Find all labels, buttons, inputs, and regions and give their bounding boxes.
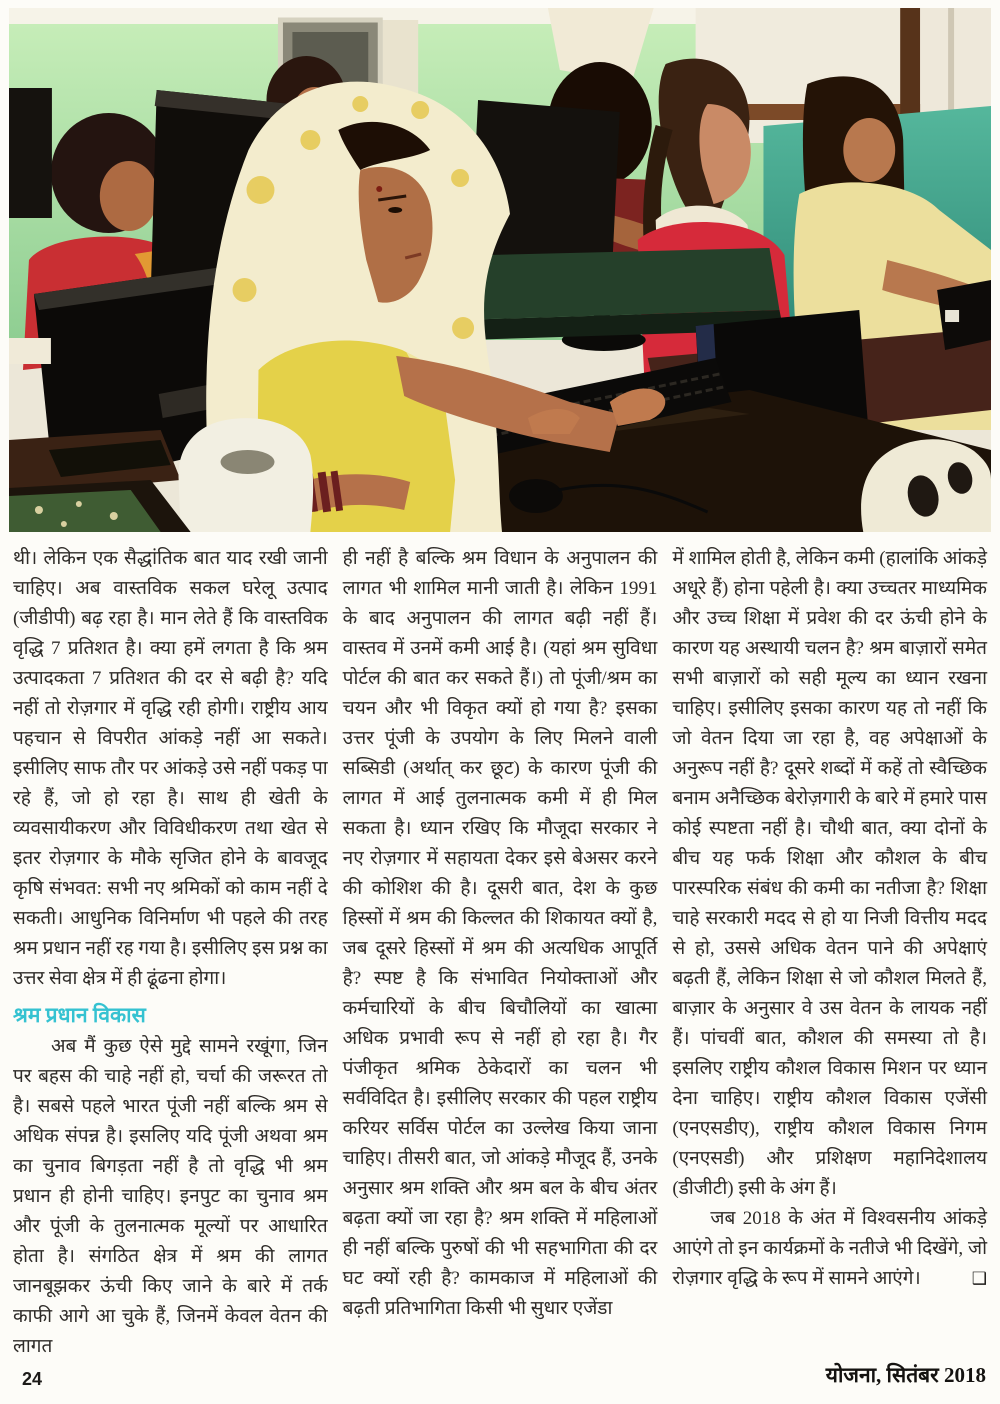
page-number: 24	[22, 1369, 43, 1389]
closing-text: जब 2018 के अंत में विश्वसनीय आंकड़े आएंगे तो इन कार्यक्रमों के नतीजे भी दिखेंगे, जो रोज़गार वृद्धि के रूप में सामने आएंगे।	[672, 1208, 988, 1289]
paragraph: थी। लेकिन एक सैद्धांतिक बात याद रखी जानी चाहिए। अब वास्तविक सकल घरेलू उत्पाद (जीडीपी) बढ़ रहा है। मान लेते हैं कि वास्तविक वृद्धि 7 प्रतिशत है। क्या हमें लगता है कि श्रम उत्पादकता 7 प्रतिशत की दर से बढ़ी है? यदि नहीं तो रोज़गार में वृद्धि रही होगी। राष्ट्रीय आय पहचान से विपरीत आंकड़े नहीं आ सकते। इसीलिए साफ तौर पर आंकड़े उसे नहीं पकड़ पा रहे हैं, जो हो रहा है। साथ ही खेती के व्यवसायीकरण और विविधीकरण तथा खेत से इतर रोज़गार के मौके सृजित होने के बावजूद कृषि संभवत: सभी नए श्रमिकों को काम नहीं दे सकती। आधुनिक विनिर्माण भी पहले की तरह श्रम प्रधान नहीं रह गया है। इसीलिए इस प्रश्न का उत्तर सेवा क्षेत्र में ही ढूंढना होगा।	[13, 548, 328, 989]
text-column-2	[343, 544, 658, 1356]
photo-illustration	[9, 8, 991, 532]
paragraph: ही नहीं है बल्कि श्रम विधान के अनुपालन की लागत भी शामिल मानी जाती है। लेकिन 1991 के बाद अनुपालन की लागत बढ़ी नहीं हैं। वास्तव में उनमें कमी आई है। (यहां श्रम सुविधा पोर्टल की बात कर सकते हैं।) तो पूंजी/श्रम का चयन और भी विकृत क्यों हो गया है? इसका उत्तर पूंजी के उपयोग के लिए मिलने वाली सब्सिडी (अर्थात् कर छूट) के कारण पूंजी की लागत में आई तुलनात्मक कमी में ही मिल सकता है। ध्यान रखिए कि मौजूदा सरकार ने नए रोज़गार में सहायता देकर इसे बेअसर करने की कोशिश की है। दूसरी बात, देश के कुछ हिस्सों में श्रम की किल्लत की शिकायत क्यों है, जब दूसरे हिस्सों में श्रम की अत्यधिक आपूर्ति है? स्पष्ट है कि संभावित नियोक्ताओं और कर्मचारियों के बीच बिचौलियों का खात्मा अधिक प्रभावी रूप से नहीं हो रहा है। गैर पंजीकृत श्रमिक ठेकेदारों का चलन भी सर्वविदित है। इसीलिए सरकार की पहल राष्ट्रीय करियर सर्विस पोर्टल का उल्लेख किया जाना चाहिए। तीसरी बात, जो आंकड़े मौजूद हैं, उनके अनुसार श्रम शक्ति और श्रम बल के बीच अंतर बढ़ता क्यों जा रहा है? श्रम शक्ति में महिलाओं ही नहीं बल्कि पुरुषों की भी सहभागिता की दर घट क्यों रही है? कामकाज में महिलाओं की बढ़ती प्रतिभागिता किसी भी सुधार एजेंडा	[342, 548, 658, 1319]
section-heading: श्रम प्रधान विकास	[13, 1003, 146, 1027]
journal-name-and-date: योजना, सितंबर 2018	[825, 1363, 986, 1387]
end-of-article-icon: ❑	[971, 1269, 988, 1288]
article-body	[0, 544, 1000, 1356]
paragraph: अब मैं कुछ ऐसे मुद्दे सामने रखूंगा, जिन पर बहस की चाहे नहीं हो, चर्चा की जरूरत तो है। सबसे पहले भारत पूंजी नहीं बल्कि श्रम से अधिक संपन्न है। इसलिए यदि पूंजी अथवा श्रम का चुनाव बिगड़ता नहीं है तो वृद्धि भी श्रम प्रधान ही होनी चाहिए। इनपुट का चुनाव श्रम और पूंजी के तुलनात्मक मूल्यों पर आधारित होता है। संगठित क्षेत्र में श्रम की लागत जानबूझकर ऊंची किए जाने के बारे में तर्क काफी आगे आ चुके हैं, जिनमें केवल वेतन की लागत	[13, 1036, 328, 1357]
training-centre-photo	[9, 8, 991, 532]
text-column-1	[13, 544, 328, 1356]
text-column-3	[672, 544, 987, 1356]
closing-paragraph	[672, 1204, 987, 1294]
paragraph: में शामिल होती है, लेकिन कमी (हालांकि आंकड़े अधूरे हैं) होना पहेली है। क्या उच्चतर माध्यमिक और उच्च शिक्षा में प्रवेश की दर ऊंची होने के कारण यह अस्थायी चलन है? श्रम बाज़ारों समेत सभी बाज़ारों को सही मूल्य का ध्यान रखना चाहिए। इसीलिए इसका कारण यह तो नहीं कि जो वेतन दिया जा रहा है, वह अपेक्षाओं के अनुरूप नहीं है? दूसरे शब्दों में कहें तो स्वैच्छिक बनाम अनैच्छिक बेरोज़गारी के बारे में हमारे पास कोई स्पष्टता नहीं है। चौथी बात, क्या दोनों के बीच यह फर्क शिक्षा और कौशल के बीच पारस्परिक संबंध की कमी का नतीजा है? शिक्षा चाहे सरकारी मदद से हो या निजी वित्तीय मदद से हो, उससे अधिक वेतन पाने की अपेक्षाएं बढ़ती हैं, लेकिन शिक्षा से जो कौशल मिलते हैं, बाज़ार के अनुसार वे उस वेतन के लायक नहीं हैं। पांचवीं बात, कौशल की समस्या तो है। इसलिए राष्ट्रीय कौशल विकास मिशन पर ध्यान देना चाहिए। राष्ट्रीय कौशल विकास एजेंसी (एनएसडीए), राष्ट्रीय कौशल विकास निगम (एनएसडी) और प्रशिक्षण महानिदेशालय (डीजीटी) इसी के अंग हैं।	[672, 548, 988, 1199]
